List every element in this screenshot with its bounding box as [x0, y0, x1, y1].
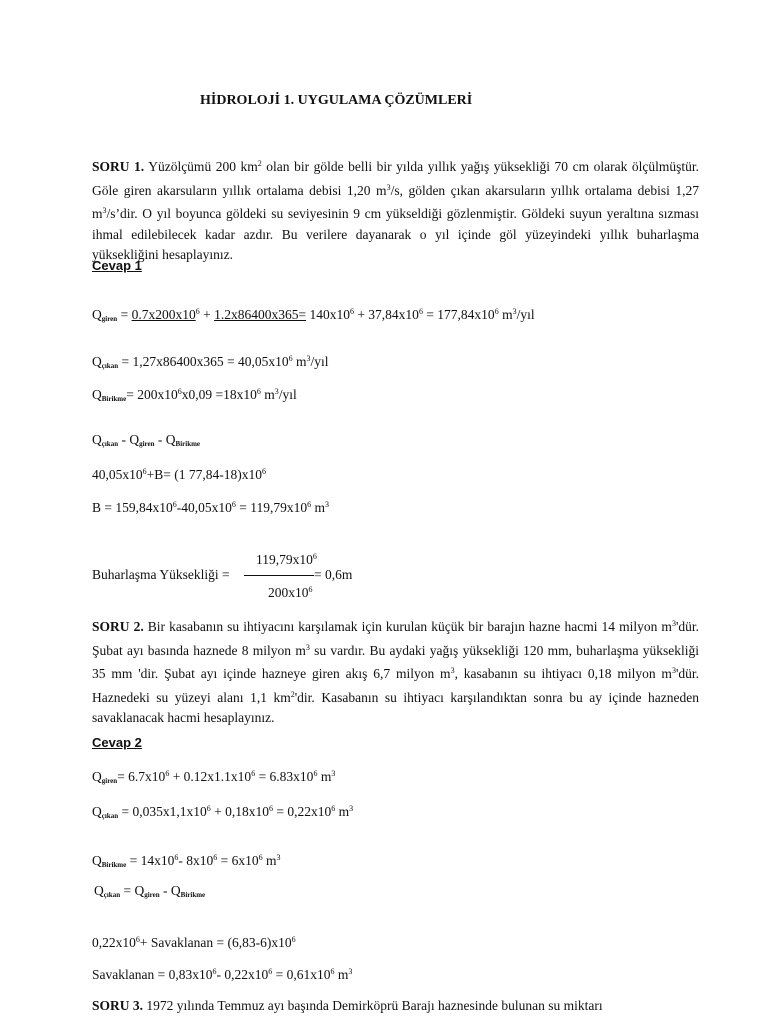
answer-1-eq-outflow: $Q_{çıkan} = 1,27x86400x365 = 40,05x10^6$ $m^3$/yıl	[92, 354, 329, 370]
question-1	[92, 154, 699, 266]
evaporation-label: Buharlaşma Yüksekliği =	[92, 567, 230, 582]
fraction-denominator: $200x10^6$	[268, 585, 313, 600]
evaporation-result: = 0,6m	[314, 567, 353, 582]
q1-sup-3: 3	[102, 206, 107, 215]
answer-1-eq-inflow: $Q_{giren} = 0.7x200x10^6 + 1.2x86400x365= 140x10^6 + 37,84x10^6 = 177,84x10^6$ $m^3$/yıl	[92, 307, 535, 323]
fraction-bar	[244, 575, 314, 576]
answer-2-eq-outflow: $Q_{çıkan} = 0,035x1,1x10^6 + 0,18x10^6 = 0,22x10^6$ $m^3$	[92, 804, 354, 820]
answer-1-eq-evaporation-volume: $B = 159,84x10^6-40,05x10^6 = 119,79x10^6$ $m^3$	[92, 500, 330, 515]
answer-2-eq-balance: $Q_{çıkan} = Q_{giren} - Q_{Birikme}$	[94, 883, 206, 899]
answer-1-eq-balance: $Q_{çıkan} - Q_{giren} - Q_{Birikme}$	[92, 432, 201, 448]
q1-text-c: /s, gölden çıkan akarsuların yıllık ortalama debisi 1,27 m	[92, 182, 699, 221]
answer-2-eq-storage: $Q_{Birikme} = 14x10^6-$ $8x10^6 = 6x10^6$ $m^3$	[92, 853, 281, 869]
answer-1-eq-substitution: $40,05x10^6+B= (1$ $77,84-18)x10^6$	[92, 467, 266, 482]
question-3: SORU 3. 1972 yılında Temmuz ayı başında Demirköprü Barajı haznesinde bulunan su miktarı	[92, 998, 603, 1013]
q1-text-d: /s’dir. O yıl boyunca göldeki su seviyesinin 9 cm yükseldiği gözlenmiştir. Göldeki suyun yeraltına sızması ihmal edilebilecek kadar azdır. Bu verilere dayanarak o yıl içinde göl yüzeyindeki yıllık buharlaşma yüksekliğini hesaplayınız.	[92, 206, 699, 262]
q1-text-b: olan bir gölde belli bir yılda yıllık yağış yüksekliği 70 cm olarak ölçülmüştür. Göle giren akarsuların yıllık ortalama debisi 1,20 m	[92, 159, 699, 198]
answer-1-eq-storage: $Q_{Birikme}= 200x10^6x0,09 =18x10^6$ $m^3$/yıl	[92, 387, 297, 403]
fraction-numerator: $119,79x10^6$	[256, 552, 317, 567]
answer-2-eq-inflow: $Q_{giren}= 6.7x10^6 + 0.12x1.1x10^6 = 6.83x10^6$ $m^3$	[92, 769, 336, 785]
answer-2-heading: Cevap 2	[92, 735, 142, 750]
question-3-label: SORU 3.	[92, 998, 144, 1013]
q1-text-a: Yüzölçümü 200 km	[148, 159, 258, 174]
answer-1-heading: Cevap 1	[92, 258, 142, 273]
question-2-label: SORU 2.	[92, 619, 144, 634]
page-title: HİDROLOJİ 1. UYGULAMA ÇÖZÜMLERİ	[200, 93, 473, 108]
q1-sup-1: 2	[257, 159, 262, 168]
answer-2-eq-spill: Savaklanan = $0,83x10^6-$ $0,22x10^6 = 0,61x10^6$ $m^3$	[92, 967, 353, 982]
question-2: SORU 2. Bir kasabanın su ihtiyacını karşılamak için kurulan küçük bir barajın hazne hacmi 14 milyon $m^3'dür$. Şubat ayı basında haznede 8 milyon $m^3$ su vardır. Bu aydaki yağış yüksekliği 120 mm, buharlaşma yüksekliği 35 mm 'dir. Şubat ayı içinde hazneye giren akış 6,7 milyon $m^3$, kasabanın su ihtiyacı 0,18 milyon $m^3'dür$. Haznedeki su yüzeyi alanı 1,1 $km^2'dir$. Kasabanın su ihtiyacı karşılandıktan sonra bu ay içinde hazneden savaklanacak hacmi hesaplayınız.	[92, 619, 700, 725]
question-1-label: SORU 1.	[92, 159, 145, 174]
q1-sup-2: 3	[386, 182, 391, 192]
answer-2-eq-substitution: $0,22x10^6+$ Savaklanan = $(6,83-6)x10^6$	[92, 935, 296, 950]
